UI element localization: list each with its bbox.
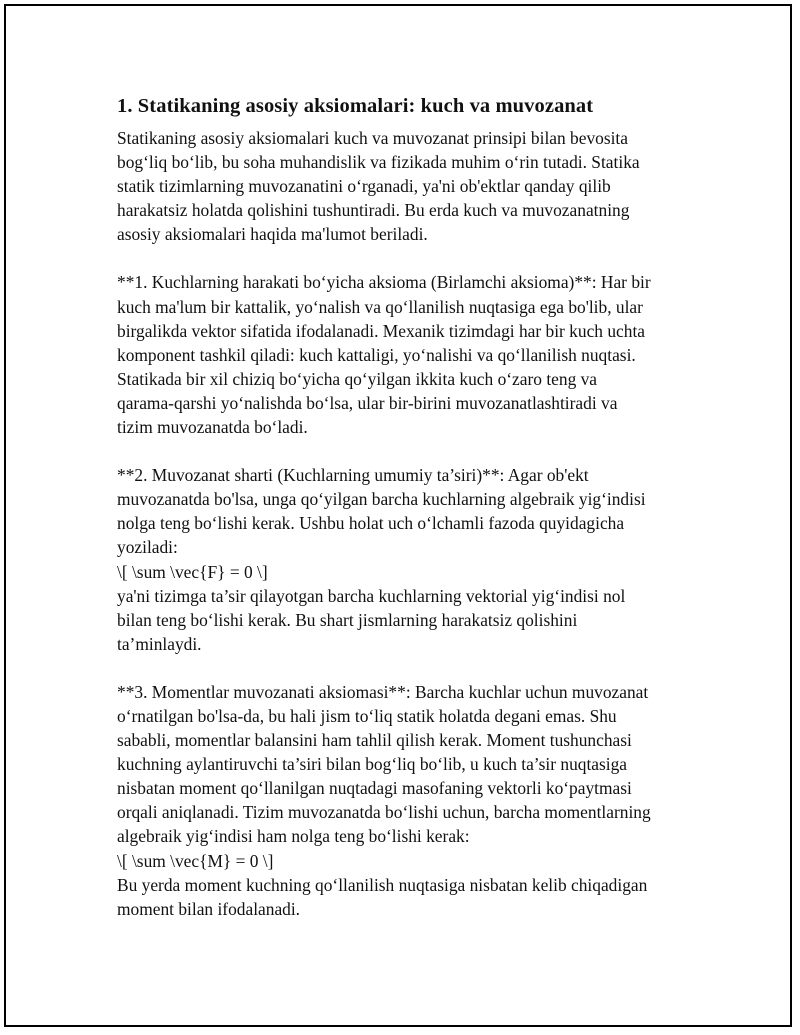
paragraph-axiom-2 bbox=[117, 463, 692, 656]
text-line: muvozanatda bo'lsa, unga qo‘yilgan barcha kuchlarning algebraik yig‘indisi bbox=[117, 489, 646, 510]
paragraph-axiom-3 bbox=[117, 680, 692, 921]
text-line: orqali aniqlanadi. Tizim muvozanatda bo‘lishi uchun, barcha momentlarning bbox=[117, 802, 651, 823]
text-line: o‘rnatilgan bo'lsa-da, bu hali jism to‘liq statik holatda degani emas. Shu bbox=[117, 705, 617, 726]
text-line: nolga teng bo‘lishi kerak. Ushbu holat uch o‘lchamli fazoda quyidagicha bbox=[117, 513, 625, 534]
paragraph-intro bbox=[117, 126, 692, 246]
document-title: 1. Statikaning asosiy aksiomalari: kuch va muvozanat bbox=[117, 95, 594, 117]
text-line: bilan teng bo‘lishi kerak. Bu shart jismlarning harakatsiz qolishini bbox=[117, 609, 578, 630]
formula-line: \[ \sum \vec{M} = 0 \] bbox=[117, 850, 274, 871]
text-line: sababli, momentlar balansini ham tahlil qilish kerak. Moment tushunchasi bbox=[117, 730, 632, 751]
text-line: qarama-qarshi yo‘nalishda bo‘lsa, ular bir-birini muvozanatlashtiradi va bbox=[117, 392, 618, 413]
text-line: bog‘liq bo‘lib, bu soha muhandislik va fizikada muhim o‘rin tutadi. Statika bbox=[117, 152, 640, 173]
text-line: Statikaning asosiy aksiomalari kuch va muvozanat prinsipi bilan bevosita bbox=[117, 128, 628, 148]
text-line: **3. Momentlar muvozanati aksiomasi**: Barcha kuchlar uchun muvozanat bbox=[117, 681, 649, 702]
text-line: Statikada bir xil chiziq bo‘yicha qo‘yilgan ikkita kuch o‘zaro teng va bbox=[117, 368, 598, 389]
text-line: statik tizimlarning muvozanatini o‘rganadi, ya'ni ob'ektlar qanday qilib bbox=[117, 176, 611, 197]
text-line: harakatsiz holatda qolishini tushuntiradi. Bu erda kuch va muvozanatning bbox=[117, 200, 630, 221]
text-line: nisbatan moment qo‘llanilgan nuqtadagi masofaning vektorli ko‘paytmasi bbox=[117, 778, 632, 799]
paragraph-axiom-1 bbox=[117, 270, 692, 439]
formula-line: \[ \sum \vec{F} = 0 \] bbox=[117, 561, 268, 582]
text-line: kuch ma'lum bir kattalik, yo‘nalish va qo‘llanilish nuqtasiga ega bo'lib, ular bbox=[117, 296, 643, 317]
text-line: algebraik yig‘indisi ham nolga teng bo‘lishi kerak: bbox=[117, 826, 470, 847]
text-line: ta’minlaydi. bbox=[117, 633, 202, 654]
text-line: komponent tashkil qiladi: kuch kattaligi, yo‘nalishi va qo‘llanilish nuqtasi. bbox=[117, 344, 636, 365]
document-body bbox=[117, 92, 692, 945]
text-line: **1. Kuchlarning harakati bo‘yicha aksioma (Birlamchi aksioma)**: Har bir bbox=[117, 272, 651, 293]
text-line: **2. Muvozanat sharti (Kuchlarning umumiy ta’siri)**: Agar ob'ekt bbox=[117, 465, 589, 486]
text-line: ya'ni tizimga ta’sir qilayotgan barcha kuchlarning vektorial yig‘indisi nol bbox=[117, 585, 626, 606]
text-line: Bu yerda moment kuchning qo‘llanilish nuqtasiga nisbatan kelib chiqadigan bbox=[117, 874, 648, 895]
text-line: tizim muvozanatda bo‘ladi. bbox=[117, 417, 308, 438]
text-line: yoziladi: bbox=[117, 537, 178, 558]
text-line: moment bilan ifodalanadi. bbox=[117, 898, 301, 919]
text-line: asosiy aksiomalari haqida ma'lumot beriladi. bbox=[117, 224, 428, 245]
text-line: birgalikda vektor sifatida ifodalanadi. Mexanik tizimdagi har bir kuch uchta bbox=[117, 320, 645, 341]
text-line: kuchning aylantiruvchi ta’siri bilan bog‘liq bo‘lib, u kuch ta’sir nuqtasiga bbox=[117, 754, 628, 775]
